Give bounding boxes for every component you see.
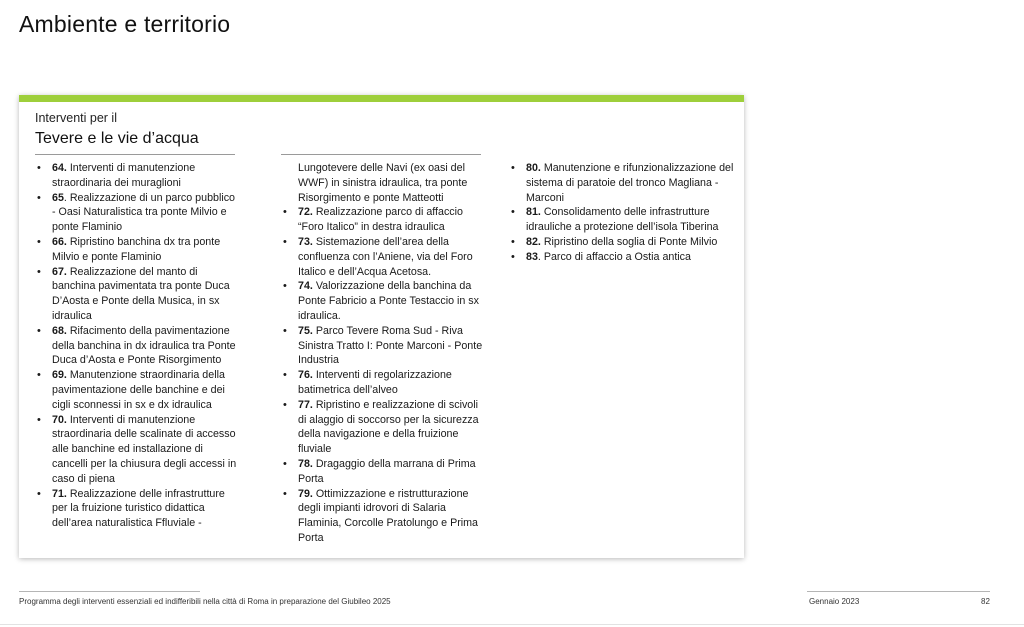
list-item xyxy=(35,413,241,487)
item-text: Valorizzazione della banchina da Ponte Fabricio a Ponte Testaccio in sx idraulica. xyxy=(298,280,479,322)
heading-divider xyxy=(35,154,235,155)
list-item xyxy=(281,324,486,368)
list-item xyxy=(281,368,486,398)
item-text: Interventi di manutenzione straordinaria dei muraglioni xyxy=(52,162,196,189)
intervention-list-column-3 xyxy=(509,161,749,265)
list-item xyxy=(281,205,486,235)
item-text: Manutenzione e rifunzionalizzazione del sistema di paratoie del tronco Magliana - Marconi xyxy=(526,162,734,204)
list-item xyxy=(35,161,241,191)
item-number: 74. xyxy=(298,280,313,293)
item-text: Ripristino e realizzazione di scivoli di alaggio di soccorso per la sicurezza della navigazione e della fruizione fluviale xyxy=(298,398,479,456)
list-item xyxy=(509,250,749,265)
list-item xyxy=(35,235,241,265)
list-item xyxy=(35,191,241,235)
item-text: Ripristino della soglia di Ponte Milvio xyxy=(540,235,718,248)
item-text: Consolidamento delle infrastrutture idrauliche a protezione dell’isola Tiberina xyxy=(526,206,719,234)
item-text: Ripristino banchina dx tra ponte Milvio e ponte Flaminio xyxy=(52,235,221,263)
item-number: 80. xyxy=(526,162,541,174)
card-subheading: Interventi per il xyxy=(35,111,117,125)
item-number: 82. xyxy=(526,235,541,248)
list-item xyxy=(281,457,486,487)
item-number: 73. xyxy=(298,235,313,248)
list-item xyxy=(281,279,486,323)
list-item xyxy=(509,205,749,235)
item-text: Manutenzione straordinaria della pavimentazione delle banchine e dei cigli sconnessi in sx e dx idraulica xyxy=(52,369,225,411)
item-number: 79. xyxy=(298,487,313,500)
item-text: Ottimizzazione e ristrutturazione degli impianti idrovori di Salaria Flaminia, Corcolle Pratolungo e Prima Porta xyxy=(298,487,478,544)
list-item xyxy=(509,235,749,250)
card-heading: Tevere e le vie d’acqua xyxy=(35,130,199,147)
item-number: 83 xyxy=(526,250,538,263)
item-text: Realizzazione del manto di banchina pavimentata tra ponte Duca D’Aosta e Ponte della Musica, in sx idraulica xyxy=(52,265,230,322)
item-text: Interventi di manutenzione straordinaria delle scalinate di accesso alle banchine ed installazione di cancelli per la chiusura degli accessi in caso di piena xyxy=(52,413,237,485)
content-card xyxy=(19,95,744,558)
item-number: 67. xyxy=(52,265,67,278)
item-number: 69. xyxy=(52,369,67,382)
list-item-continuation: Lungotevere delle Navi (ex oasi del WWF) in sinistra idraulica, tra ponte Risorgimento e ponte Matteotti xyxy=(298,162,468,204)
item-number: 71. xyxy=(52,487,67,500)
item-text: Realizzazione parco di affaccio “Foro Italico” in destra idraulica xyxy=(298,206,463,234)
footer-divider-left xyxy=(19,591,200,592)
item-text: Realizzazione delle infrastrutture per la fruizione turistico didattica dell’area naturalistica Ffluviale - xyxy=(52,487,225,530)
item-number: 75. xyxy=(298,324,313,337)
item-number: 66. xyxy=(52,235,67,248)
item-number: 78. xyxy=(298,457,313,470)
item-number: 65 xyxy=(52,191,64,204)
item-text: Dragaggio della marrana di Prima Porta xyxy=(298,457,476,485)
item-text: Sistemazione dell’area della confluenza con l’Aniene, via del Foro Italico e dell’Acqua Acetosa. xyxy=(298,235,473,278)
item-number: 72. xyxy=(298,206,313,219)
list-item xyxy=(35,265,241,324)
list-item xyxy=(35,324,241,368)
page-number: 82 xyxy=(981,597,990,606)
item-text: Parco Tevere Roma Sud - Riva Sinistra Tratto I: Ponte Marconi - Ponte Industria xyxy=(298,324,483,367)
list-item xyxy=(281,398,486,457)
page-bottom-border xyxy=(0,624,1024,625)
list-item xyxy=(35,487,241,531)
intervention-list-column-1 xyxy=(35,161,241,531)
item-text: Rifacimento della pavimentazione della banchina in dx idraulica tra Ponte Duca d’Aosta e Ponte Risorgimento xyxy=(52,324,236,367)
item-number: 70. xyxy=(52,413,67,426)
item-text: . Realizzazione di un parco pubblico - Oasi Naturalistica tra ponte Milvio e ponte Flaminio xyxy=(52,191,235,234)
item-number: 77. xyxy=(298,398,313,411)
footer-date: Gennaio 2023 xyxy=(809,597,860,606)
list-item xyxy=(509,161,749,205)
item-number: 68. xyxy=(52,324,67,337)
item-number: 64. xyxy=(52,162,67,174)
card-accent-bar xyxy=(19,95,744,102)
list-item xyxy=(35,368,241,412)
page-title: Ambiente e territorio xyxy=(19,11,231,37)
column-2-divider xyxy=(281,154,481,155)
list-item xyxy=(281,235,486,279)
footer-document-title: Programma degli interventi essenziali ed indifferibili nella città di Roma in preparazione del Giubileo 2025 xyxy=(19,597,391,606)
intervention-list-column-2 xyxy=(281,161,486,546)
item-number: 76. xyxy=(298,369,313,382)
footer-divider-right xyxy=(807,591,990,592)
item-number: 81. xyxy=(526,206,541,219)
list-item xyxy=(281,487,486,546)
item-text: . Parco di affaccio a Ostia antica xyxy=(537,250,691,263)
item-text: Interventi di regolarizzazione batimetrica dell’alveo xyxy=(298,369,452,396)
